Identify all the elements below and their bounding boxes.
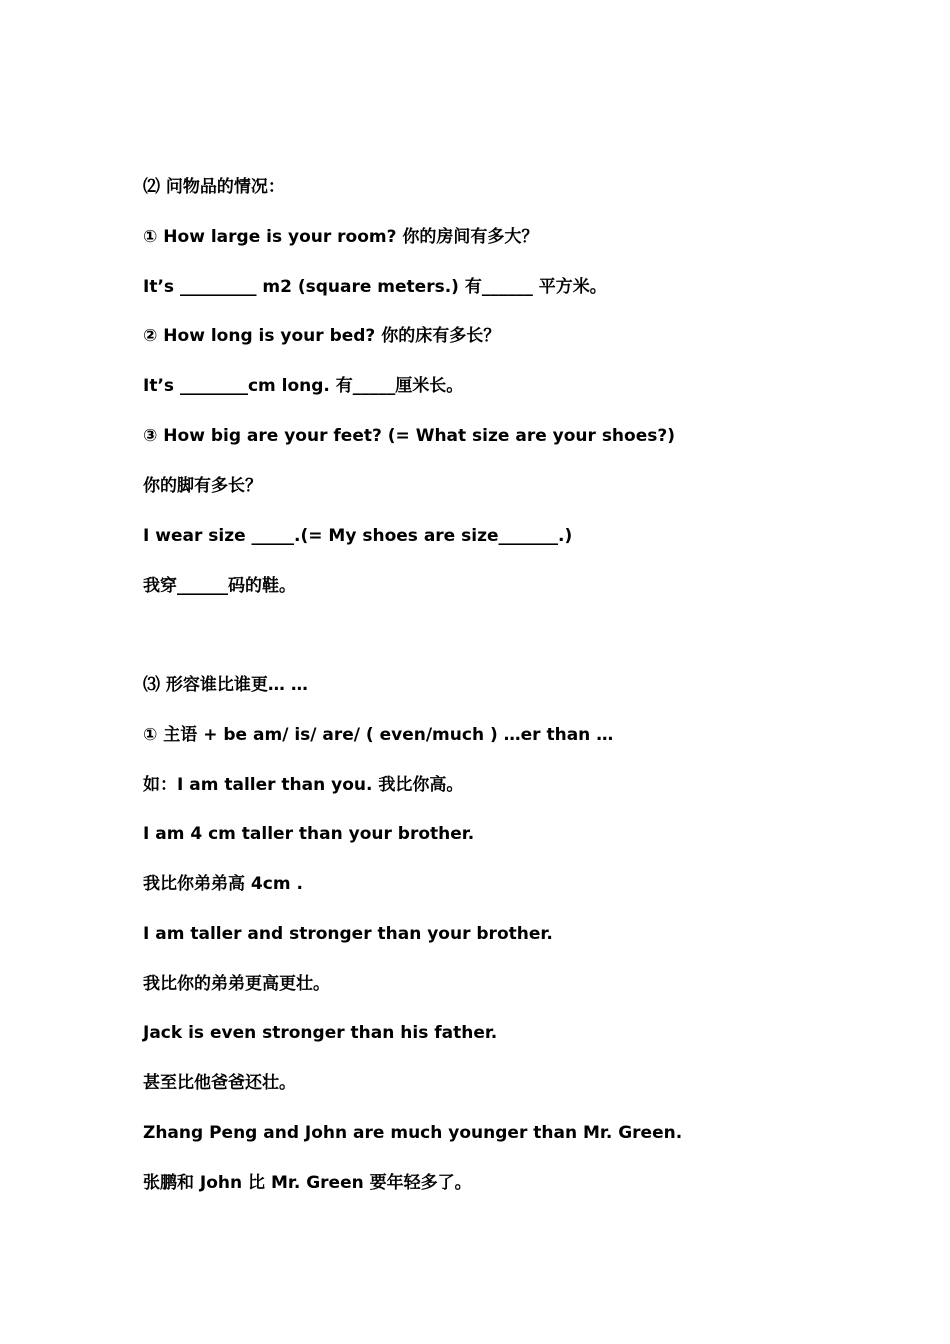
answer-shoe-size-translation: 我穿______码的鞋。 [143,576,296,596]
answer-room-size: It’s _________ m2 (square meters.) 有______ 平方米。 [143,277,607,297]
example-taller-and-stronger-translation: 我比你的弟弟更高更壮。 [143,974,330,994]
question-feet-size: ③ How big are your feet? (= What size are your shoes?) [143,426,675,446]
example-even-stronger-translation: 甚至比他爸爸还壮。 [143,1073,296,1093]
example-much-younger-translation: 张鹏和 John 比 Mr. Green 要年轻多了。 [143,1173,472,1193]
question-feet-size-translation: 你的脚有多长？ [143,476,262,496]
question-bed-length: ② How long is your bed? 你的床有多长？ [143,326,501,346]
example-4cm-taller: I am 4 cm taller than your brother. [143,824,475,844]
example-taller-and-stronger: I am taller and stronger than your brother. [143,924,553,944]
example-much-younger: Zhang Peng and John are much younger than Mr. Green. [143,1123,683,1143]
example-even-stronger: Jack is even stronger than his father. [143,1023,498,1043]
example-taller-than-you: 如：I am taller than you. 我比你高。 [143,775,464,795]
section-heading-ask-about-items: ⑵ 问物品的情况： [143,177,285,197]
example-4cm-taller-translation: 我比你弟弟高 4cm . [143,874,303,894]
answer-bed-length: It’s ________cm long. 有_____厘米长。 [143,376,464,396]
section-heading-comparison: ⑶ 形容谁比谁更… … [143,675,308,695]
comparison-pattern: ① 主语 + be am/ is/ are/ ( even/much ) …er than … [143,725,614,745]
question-room-size: ① How large is your room? 你的房间有多大？ [143,227,539,247]
answer-shoe-size: I wear size _____.(= My shoes are size_______.) [143,526,573,546]
